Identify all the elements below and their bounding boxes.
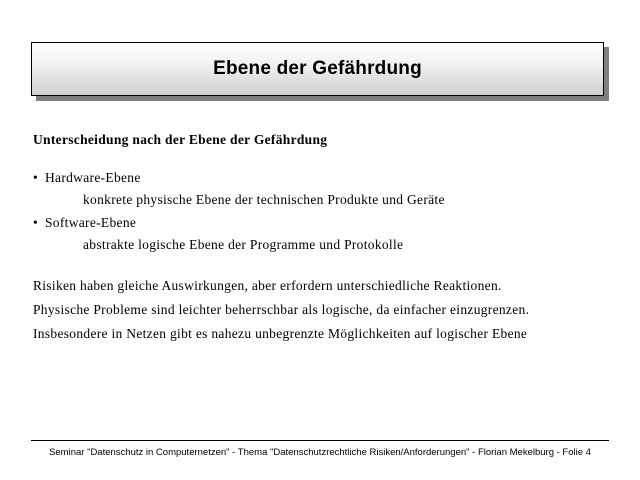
list-item — [33, 170, 608, 186]
list-item-label: Software-Ebene — [45, 215, 137, 230]
paragraph: Physische Probleme sind leichter beherrschbar als logische, da einfacher einzugrenzen. — [33, 302, 530, 317]
list-item-detail: konkrete physische Ebene der technischen Produkte und Geräte — [83, 192, 445, 207]
bullet-icon: • — [33, 215, 39, 230]
paragraph: Insbesondere in Netzen gibt es nahezu unbegrenzte Möglichkeiten auf logischer Ebene — [33, 326, 528, 341]
paragraph: Risiken haben gleiche Auswirkungen, aber erfordern unterschiedliche Reaktionen. — [33, 278, 502, 293]
list-item-label: Hardware-Ebene — [45, 170, 141, 185]
page-title: Ebene der Gefährdung — [213, 58, 422, 79]
footer-divider — [31, 440, 609, 441]
list-item — [33, 215, 608, 231]
title-box — [31, 42, 604, 96]
subheading: Unterscheidung nach der Ebene der Gefährdung — [33, 132, 328, 147]
slide-body — [33, 132, 608, 350]
list-item-detail: abstrakte logische Ebene der Programme und Protokolle — [83, 237, 404, 252]
footer: Seminar "Datenschutz in Computernetzen" - Thema "Datenschutzrechtliche Risiken/Anforderungen" - Florian Mekelburg - Folie 4 — [49, 447, 591, 458]
spacer — [33, 260, 608, 278]
bullet-icon: • — [33, 170, 39, 185]
